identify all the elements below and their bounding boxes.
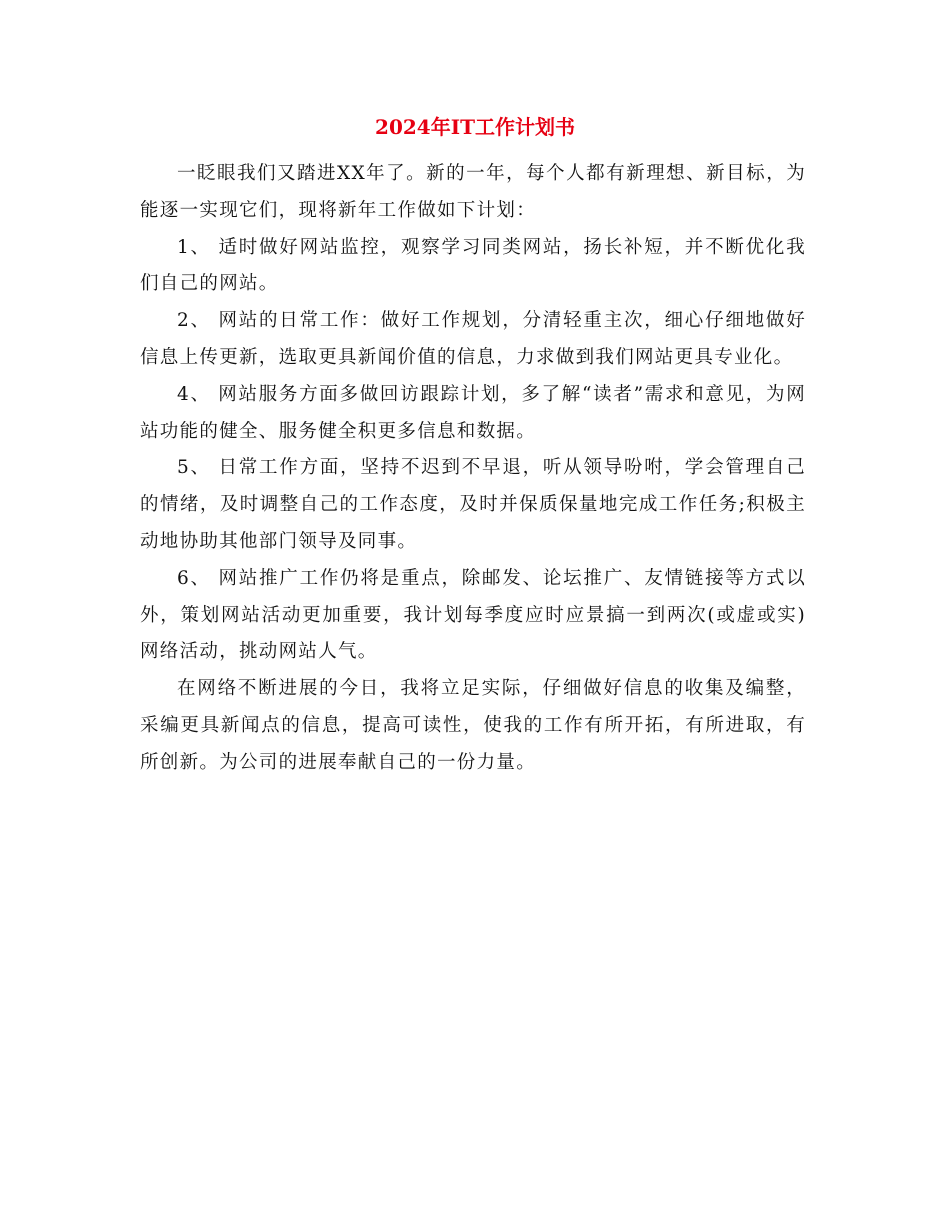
plan-item-4-paragraph: 4、 网站服务方面多做回访跟踪计划，多了解“读者”需求和意见，为网站功能的健全、服务健全积更多信息和数据。 (140, 383, 806, 442)
plan-item-1-paragraph: 1、 适时做好网站监控，观察学习同类网站，扬长补短，并不断优化我们自己的网站。 (140, 236, 806, 295)
plan-item-5-paragraph: 5、 日常工作方面，坚持不迟到不早退，听从领导吩咐，学会管理自己的情绪，及时调整自己的工作态度，及时并保质保量地完成工作任务;积极主动地协助其他部门领导及同事。 (140, 457, 806, 552)
intro-paragraph: 一眨眼我们又踏进XX年了。新的一年，每个人都有新理想、新目标，为能逐一实现它们，现将新年工作做如下计划： (140, 163, 806, 221)
document-title: 2024年IT工作计划书 (375, 115, 575, 139)
plan-item-6-paragraph: 6、 网站推广工作仍将是重点，除邮发、论坛推广、友情链接等方式以外，策划网站活动更加重要，我计划每季度应时应景搞一到两次(或虚或实)网络活动，挑动网站人气。 (140, 567, 806, 663)
document-body (140, 156, 806, 782)
plan-item-2-paragraph: 2、 网站的日常工作：做好工作规划，分清轻重主次，细心仔细地做好信息上传更新，选取更具新闻价值的信息，力求做到我们网站更具专业化。 (140, 310, 806, 368)
conclusion-paragraph: 在网络不断进展的今日，我将立足实际，仔细做好信息的收集及编整，采编更具新闻点的信息，提高可读性，使我的工作有所开拓，有所进取，有所创新。为公司的进展奉献自己的一份力量。 (140, 678, 806, 773)
